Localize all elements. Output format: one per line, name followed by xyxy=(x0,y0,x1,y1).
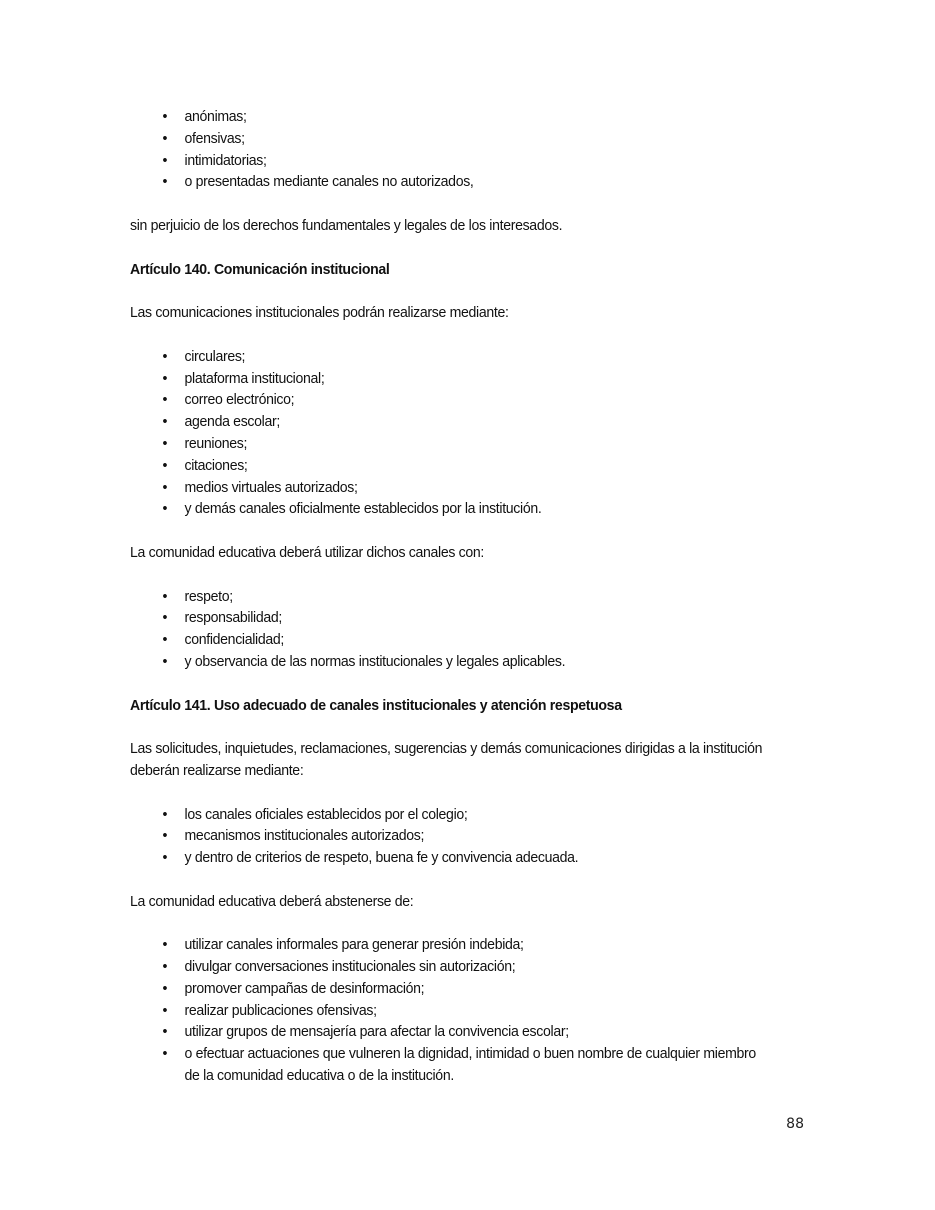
bullet-icon: • xyxy=(162,609,168,627)
bullet-icon: • xyxy=(162,151,168,169)
list-item-text: o efectuar actuaciones que vulneren la dignidad, intimidad o buen nombre de cualquier miembro de la comunidad educativa o de la institución. xyxy=(184,1045,756,1085)
list-item xyxy=(130,346,769,368)
list-item xyxy=(130,411,769,433)
bullet-icon: • xyxy=(162,456,168,474)
list-item-text: promover campañas de desinformación; xyxy=(184,979,425,997)
list-item-text: ofensivas; xyxy=(184,129,245,147)
list-item-text: utilizar canales informales para generar presión indebida; xyxy=(184,936,524,954)
bullet-icon: • xyxy=(162,347,168,365)
article-141-abstain-intro: La comunidad educativa deberá abstenerse de: xyxy=(130,892,414,910)
list-item xyxy=(130,150,769,172)
list-item-text: circulares; xyxy=(184,347,246,365)
list-item-text: anónimas; xyxy=(184,108,247,125)
list-item xyxy=(130,825,769,847)
bullet-icon: • xyxy=(162,1001,168,1019)
document-page xyxy=(130,106,769,1109)
bullet-list-invalid-requests xyxy=(130,106,769,193)
list-item-text: o presentadas mediante canales no autorizados, xyxy=(184,173,474,191)
bullet-icon: • xyxy=(162,500,168,518)
bullet-icon: • xyxy=(162,434,168,452)
list-item xyxy=(130,477,769,499)
bullet-list-means xyxy=(130,804,769,869)
bullet-icon: • xyxy=(162,827,168,845)
list-item xyxy=(130,934,769,956)
list-item xyxy=(130,455,769,477)
list-item-text: y observancia de las normas institucionales y legales aplicables. xyxy=(184,652,566,670)
list-item-text: plataforma institucional; xyxy=(184,369,325,387)
bullet-icon: • xyxy=(162,1045,168,1063)
bullet-icon: • xyxy=(162,108,168,125)
list-item-text: agenda escolar; xyxy=(184,413,280,431)
list-item xyxy=(130,629,769,651)
bullet-icon: • xyxy=(162,413,168,431)
article-141-intro: Las solicitudes, inquietudes, reclamaciones, sugerencias y demás comunicaciones dirigidas a la institución deberán realizarse mediante: xyxy=(130,740,763,779)
list-item-text: los canales oficiales establecidos por el colegio; xyxy=(184,805,468,823)
list-item-text: intimidatorias; xyxy=(184,151,267,169)
bullet-icon: • xyxy=(162,587,168,605)
bullet-icon: • xyxy=(162,979,168,997)
bullet-icon: • xyxy=(162,652,168,670)
list-item xyxy=(130,106,769,128)
article-140-usage-intro: La comunidad educativa deberá utilizar dichos canales con: xyxy=(130,543,485,561)
bullet-icon: • xyxy=(162,805,168,823)
list-item xyxy=(130,651,769,673)
bullet-icon: • xyxy=(162,369,168,387)
bullet-list-channels xyxy=(130,346,769,520)
list-item xyxy=(130,368,769,390)
list-item xyxy=(130,1043,769,1087)
page-number: 88 xyxy=(786,1116,804,1132)
bullet-icon: • xyxy=(162,631,168,649)
bullet-icon: • xyxy=(162,478,168,496)
bullet-icon: • xyxy=(162,129,168,147)
list-item-text: utilizar grupos de mensajería para afectar la convivencia escolar; xyxy=(184,1023,569,1041)
bullet-list-usage xyxy=(130,586,769,673)
bullet-icon: • xyxy=(162,173,168,191)
list-item xyxy=(130,978,769,1000)
bullet-icon: • xyxy=(162,391,168,409)
list-item-text: y demás canales oficialmente establecidos por la institución. xyxy=(184,500,542,518)
list-item xyxy=(130,389,769,411)
bullet-icon: • xyxy=(162,936,168,954)
list-item xyxy=(130,498,769,520)
list-item xyxy=(130,607,769,629)
list-item-text: divulgar conversaciones institucionales sin autorización; xyxy=(184,958,516,976)
list-item-text: correo electrónico; xyxy=(184,391,295,409)
list-item-text: mecanismos institucionales autorizados; xyxy=(184,827,425,845)
list-item xyxy=(130,586,769,608)
list-item xyxy=(130,171,769,193)
bullet-list-abstain xyxy=(130,934,769,1087)
list-item-text: realizar publicaciones ofensivas; xyxy=(184,1001,377,1019)
bullet-icon: • xyxy=(162,958,168,976)
list-item-text: citaciones; xyxy=(184,456,248,474)
paragraph-rights: sin perjuicio de los derechos fundamentales y legales de los interesados. xyxy=(130,216,563,234)
list-item xyxy=(130,956,769,978)
list-item xyxy=(130,1021,769,1043)
list-item-text: confidencialidad; xyxy=(184,631,284,649)
bullet-icon: • xyxy=(162,849,168,867)
list-item-text: y dentro de criterios de respeto, buena fe y convivencia adecuada. xyxy=(184,849,579,867)
list-item-text: respeto; xyxy=(184,587,233,605)
list-item-text: responsabilidad; xyxy=(184,609,282,627)
list-item-text: medios virtuales autorizados; xyxy=(184,478,358,496)
list-item xyxy=(130,804,769,826)
list-item-text: reuniones; xyxy=(184,434,248,452)
list-item xyxy=(130,1000,769,1022)
article-140-heading: Artículo 140. Comunicación institucional xyxy=(130,260,390,278)
bullet-icon: • xyxy=(162,1023,168,1041)
article-141-heading: Artículo 141. Uso adecuado de canales institucionales y atención respetuosa xyxy=(130,696,622,714)
article-140-intro: Las comunicaciones institucionales podrán realizarse mediante: xyxy=(130,304,509,322)
list-item xyxy=(130,128,769,150)
list-item xyxy=(130,847,769,869)
list-item xyxy=(130,433,769,455)
